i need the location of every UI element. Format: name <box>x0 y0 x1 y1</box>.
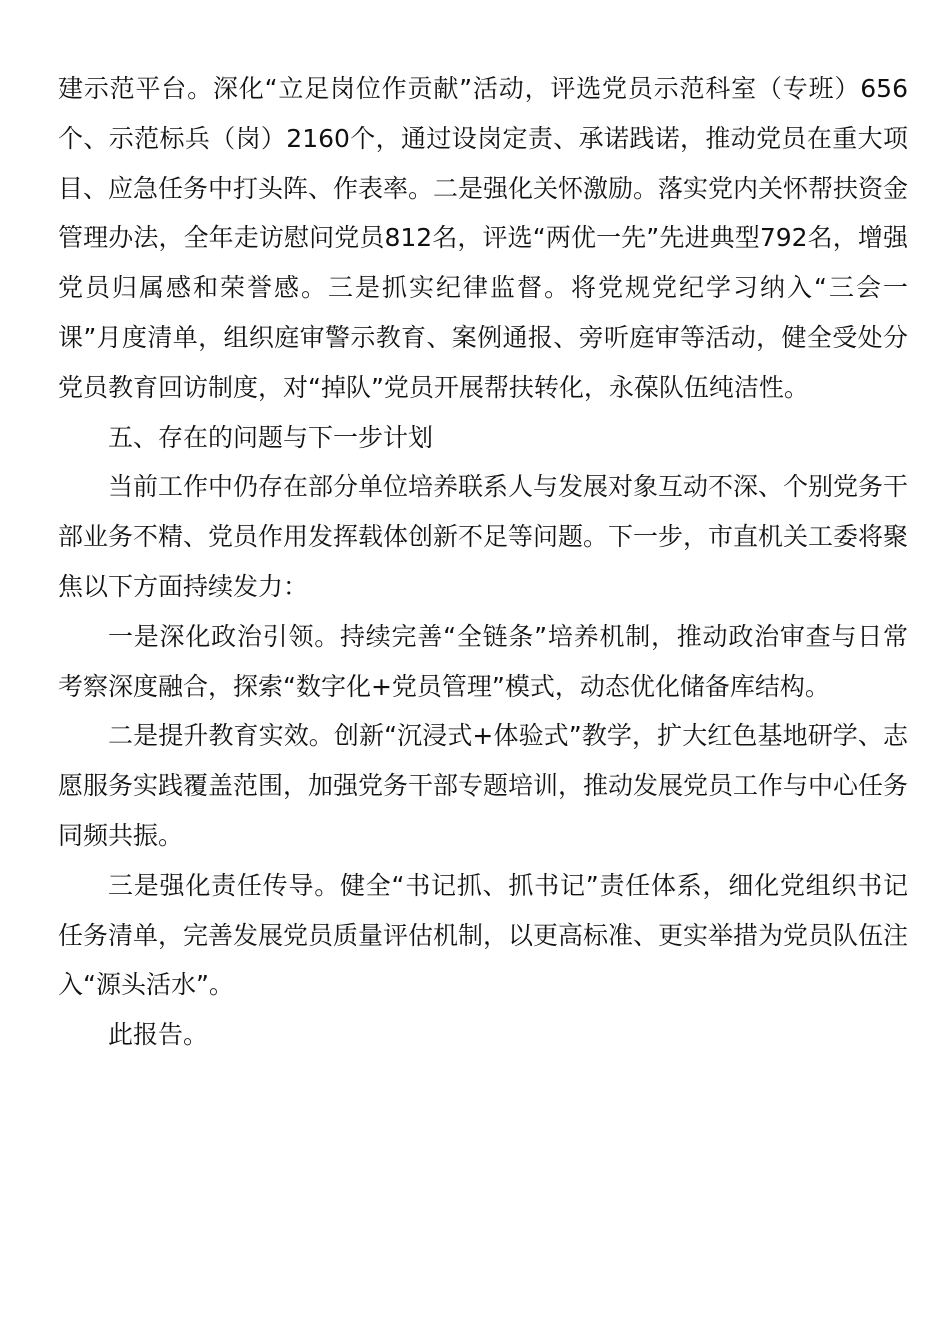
paragraph-continued: 建示范平台。深化“立足岗位作贡献”活动，评选党员示范科室（专班）656个、示范标兵（岗）2160个，通过设岗定责、承诺践诺，推动党员在重大项目、应急任务中打头阵、作表率。二是强化关怀激励。落实党内关怀帮扶资金管理办法，全年走访慰问党员812名，评选“两优一先”先进典型792名，增强党员归属感和荣誉感。三是抓实纪律监督。将党规党纪学习纳入“三会一课”月度清单，组织庭审警示教育、案例通报、旁听庭审等活动，健全受处分党员教育回访制度，对“掉队”党员开展帮扶转化，永葆队伍纯洁性。 <box>58 74 909 402</box>
paragraph-plan-1: 一是深化政治引领。持续完善“全链条”培养机制，推动政治审查与日常考察深度融合，探索“数字化+党员管理”模式，动态优化储备库结构。 <box>58 621 908 701</box>
paragraph-plan-3: 三是强化责任传导。健全“书记抓、抓书记”责任体系，细化党组织书记任务清单，完善发展党员质量评估机制，以更高标准、更实举措为党员队伍注入“源头活水”。 <box>58 870 909 1000</box>
paragraph-closing: 此报告。 <box>108 1020 209 1050</box>
section-heading: 五、存在的问题与下一步计划 <box>108 422 434 452</box>
document-page <box>58 64 908 1060</box>
paragraph-plan-2: 二是提升教育实效。创新“沉浸式+体验式”教学，扩大红色基地研学、志愿服务实践覆盖范围，加强党务干部专题培训，推动发展党员工作与中心任务同频共振。 <box>58 721 909 850</box>
paragraph-problems: 当前工作中仍存在部分单位培养联系人与发展对象互动不深、个别党务干部业务不精、党员作用发挥载体创新不足等问题。下一步，市直机关工委将聚焦以下方面持续发力： <box>58 472 909 601</box>
